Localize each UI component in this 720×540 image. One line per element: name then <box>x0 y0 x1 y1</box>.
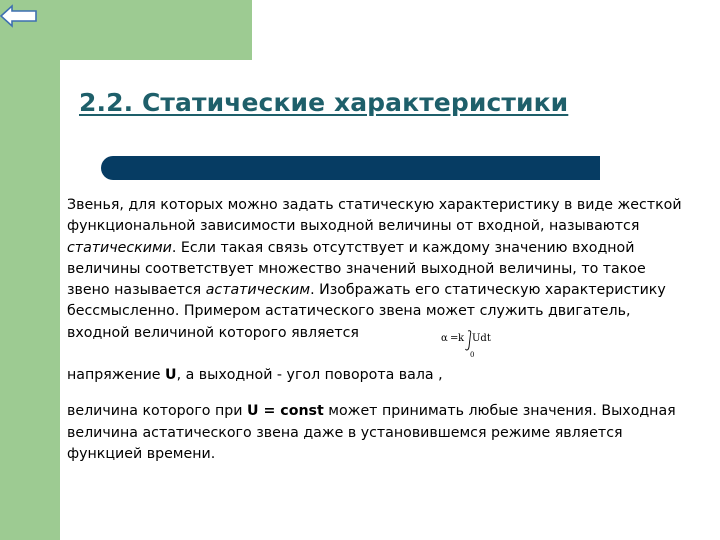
formula-alpha: α <box>441 333 448 344</box>
term-static: статическими <box>67 239 172 256</box>
symbol-u: U <box>165 367 177 384</box>
integral-formula <box>441 330 501 360</box>
paragraph-definition: Звенья, для которых можно задать статическую характеристику в виде жесткой функциональной зависимости выходной величины от входной, называются статическими. Если такая связь отсутствует и каждому значению входной величины соответствует множество значений выходной величины, то такое звено называется астатическим. Изображать его статическую характеристику бессмысленно. Примером астатического звена может служить двигатель, входной величиной которого является <box>67 197 682 341</box>
paragraph-constant: величина которого при U = const может принимать любые значения. Выходная величина астатического звена даже в установившемся режиме является функцией времени. <box>67 403 676 462</box>
title-divider-bar <box>128 156 600 180</box>
symbol-u-const: U = const <box>247 403 324 420</box>
left-sidebar-strip <box>0 0 60 540</box>
page-title: 2.2. Статические характеристики <box>79 88 569 117</box>
term-astatic: астатическим <box>205 282 311 299</box>
body-text <box>67 195 692 465</box>
formula-integrand: Udt <box>472 333 491 344</box>
formula-k: k <box>458 333 465 344</box>
paragraph-voltage: напряжение U, а выходной - угол поворота вала , <box>67 367 443 384</box>
back-arrow-icon[interactable] <box>0 4 38 28</box>
formula-equals: = <box>450 333 459 344</box>
integral-lower-limit: 0 <box>470 351 475 359</box>
integral-sign <box>466 331 471 350</box>
